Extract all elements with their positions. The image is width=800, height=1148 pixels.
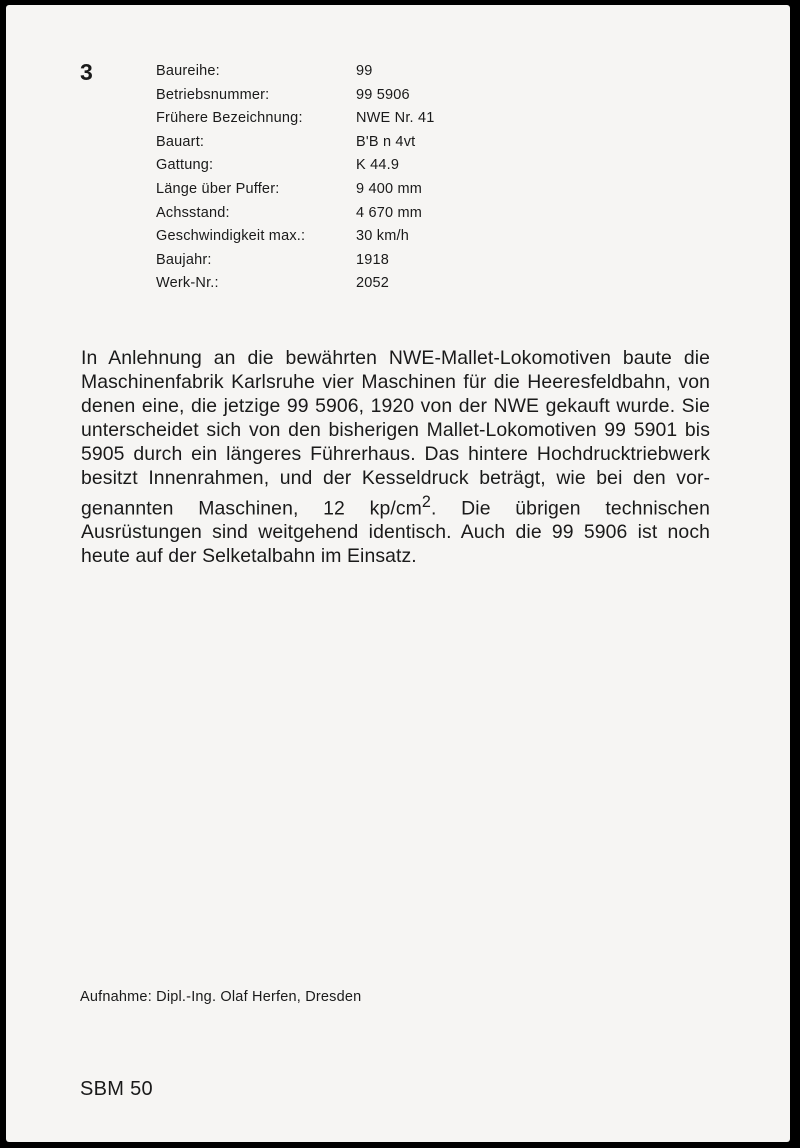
description-text: In Anlehnung an die bewährten NWE-Mallet-Lokomotiven baute die Maschinenfabrik Karlsruhe vier Maschinen für die Heeresfeldbahn, von denen eine, die jetzige 99 5906, 1920 von der NWE gekauft wurde. Sie unterscheidet sich von den bisherigen Mallet-Lokomotiven 99 5901 bis 5905 durch ein längeres Führerhaus. Das hintere Hochdrucktriebwerk besitzt Innenrahmen, und der Kesseldruck beträgt, wie bei den vorgenannten Maschinen, 12 kp/cm — [81, 347, 710, 520]
spec-value: 1918 — [356, 251, 390, 268]
spec-label: Gattung: — [156, 157, 214, 174]
spec-value: K 44.9 — [356, 157, 400, 174]
spec-value: 99 — [356, 63, 373, 79]
spec-label: Baujahr: — [156, 251, 212, 268]
unit-superscript: 2 — [421, 493, 431, 511]
description-paragraph — [81, 346, 710, 568]
photo-credit: Aufnahme: Dipl.-Ing. Olaf Herfen, Dresden — [80, 989, 362, 1005]
spec-row — [156, 134, 435, 158]
spec-label: Länge über Puffer: — [156, 180, 280, 197]
description-text-continued: . Die übrigen technischen Ausrüstungen sind weitgehend identisch. Auch die 99 5906 ist noch heute auf der Selketalbahn im Einsatz. — [81, 497, 710, 568]
spec-value: NWE Nr. 41 — [356, 110, 435, 127]
spec-row — [156, 205, 435, 229]
spec-row — [156, 63, 435, 87]
spec-value: B'B n 4vt — [356, 133, 416, 150]
spec-label: Bauart: — [156, 133, 205, 150]
spec-row — [156, 157, 435, 181]
spec-row — [156, 181, 435, 205]
spec-value: 30 km/h — [356, 228, 409, 245]
spec-value: 9 400 mm — [356, 180, 423, 197]
spec-label: Betriebsnummer: — [156, 86, 270, 103]
spec-row — [156, 275, 435, 299]
spec-row — [156, 228, 435, 252]
spec-label: Werk-Nr.: — [156, 275, 219, 292]
specs-table — [156, 63, 435, 299]
spec-value: 2052 — [356, 275, 390, 292]
card-number: 3 — [80, 59, 93, 85]
spec-label: Baureihe: — [156, 63, 220, 79]
spec-label: Frühere Bezeichnung: — [156, 110, 303, 127]
spec-row — [156, 110, 435, 134]
series-number: SBM 50 — [80, 1078, 153, 1100]
spec-row — [156, 87, 435, 111]
spec-label: Geschwindigkeit max.: — [156, 228, 306, 245]
postcard-back — [6, 5, 790, 1142]
spec-value: 99 5906 — [356, 86, 410, 103]
spec-label: Achsstand: — [156, 204, 230, 221]
spec-row — [156, 252, 435, 276]
spec-value: 4 670 mm — [356, 204, 423, 221]
